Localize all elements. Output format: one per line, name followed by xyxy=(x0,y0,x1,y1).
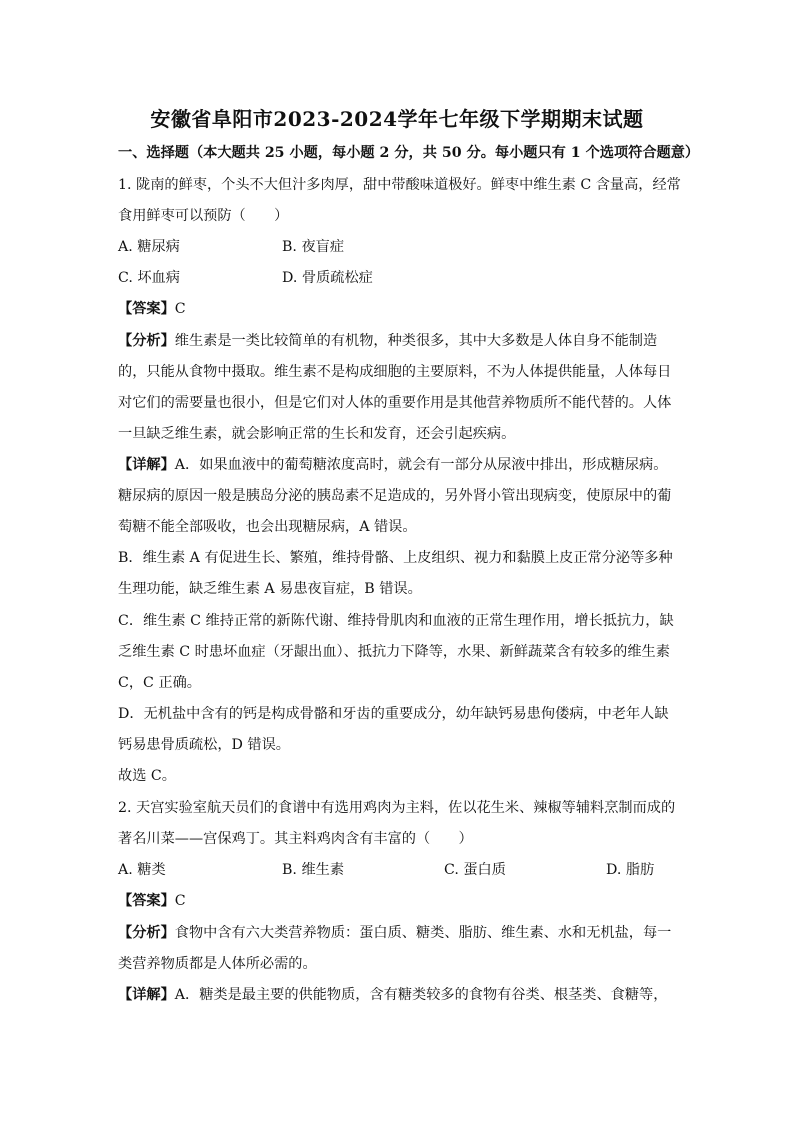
answer-tag: 【答案】 xyxy=(118,301,175,317)
q1-analysis-line-4: 一旦缺乏维生素，就会影响正常的生长和发育，还会引起疾病。 xyxy=(118,426,516,442)
q1-conclusion: 故选 C。 xyxy=(118,768,176,784)
q1-detail-line-8: C，C 正确。 xyxy=(118,675,201,691)
q1-detail-line-3: 萄糖不能全部吸收，也会出现糖尿病，A 错误。 xyxy=(118,519,417,535)
analysis-tag: 【分析】 xyxy=(118,925,175,941)
q1-detail-line-6: C．维生素 C 维持正常的新陈代谢、维持骨肌肉和血液的正常生理作用，增长抵抗力，缺 xyxy=(118,613,674,629)
q1-detail-line-9: D．无机盐中含有的钙是构成骨骼和牙齿的重要成分，幼年缺钙易患佝偻病，中老年人缺 xyxy=(118,706,669,722)
q2-answer xyxy=(118,891,678,911)
q1-detail-line-7: 乏维生素 C 时患坏血症（牙龈出血）、抵抗力下降等，水果、新鲜蔬菜含有较多的维生素 xyxy=(118,644,670,660)
q2-option-a: A. 糖类 xyxy=(118,862,166,878)
q1-option-a: A. 糖尿病 xyxy=(118,239,180,255)
detail-tag: 【详解】 xyxy=(118,457,175,473)
q2-option-c: C. 蛋白质 xyxy=(444,862,506,878)
q2-analysis-line-2: 类营养物质都是人体所必需的。 xyxy=(118,956,317,972)
q2-option-d: D. 脂肪 xyxy=(606,862,655,878)
q1-detail-line-5: 生理功能，缺乏维生素 A 易患夜盲症，B 错误。 xyxy=(118,581,422,597)
q1-detail-line-2: 糖尿病的原因一般是胰岛分泌的胰岛素不足造成的，另外肾小管出现病变，使原尿中的葡 xyxy=(118,488,672,504)
q2-detail-line-1 xyxy=(118,985,678,1005)
q2-stem-line-2: 著名川菜——宫保鸡丁。其主料鸡肉含有丰富的（ ） xyxy=(118,831,473,847)
detail-tag: 【详解】 xyxy=(118,987,175,1003)
q1-detail-line-1 xyxy=(118,455,678,475)
q1-option-c: C. 坏血病 xyxy=(118,270,180,286)
answer-value: C xyxy=(174,301,186,317)
q1-option-d: D. 骨质疏松症 xyxy=(282,270,373,286)
detail-text: A．如果血液中的葡萄糖浓度高时，就会有一部分从尿液中排出，形成糖尿病。 xyxy=(174,457,668,473)
page-title: 安徽省阜阳市2023-2024学年七年级下学期期末试题 xyxy=(150,107,644,131)
q2-stem-line-1: 2. 天宫实验室航天员们的食谱中有选用鸡肉为主料，佐以花生米、辣椒等辅料烹制而成的 xyxy=(118,800,676,816)
q1-answer xyxy=(118,299,678,319)
detail-text: A．糖类是最主要的供能物质，含有糖类较多的食物有谷类、根茎类、食糖等， xyxy=(174,987,668,1003)
analysis-text: 食物中含有六大类营养物质：蛋白质、糖类、脂肪、维生素、水和无机盐，每一 xyxy=(174,925,672,941)
section-heading: 一、选择题（本大题共 25 小题，每小题 2 分，共 50 分。每小题只有 1 个选项符合题意） xyxy=(118,145,700,161)
q1-analysis-line-1 xyxy=(118,331,678,351)
q1-option-b: B. 夜盲症 xyxy=(282,239,345,255)
q1-stem-line-2: 食用鲜枣可以预防（ ） xyxy=(118,208,289,224)
q1-stem-line-1: 1. 陇南的鲜枣，个头不大但汁多肉厚，甜中带酸味道极好。鲜枣中维生素 C 含量高，经常 xyxy=(118,177,681,193)
q1-analysis-line-3: 对它们的需要量也很小，但是它们对人体的重要作用是其他营养物质所不能代替的。人体 xyxy=(118,395,672,411)
q2-option-b: B. 维生素 xyxy=(282,862,345,878)
q1-detail-line-4: B．维生素 A 有促进生长、繁殖，维持骨骼、上皮组织、视力和黏膜上皮正常分泌等多种 xyxy=(118,550,673,566)
answer-tag: 【答案】 xyxy=(118,893,175,909)
analysis-text: 维生素是一类比较简单的有机物，种类很多，其中大多数是人体自身不能制造 xyxy=(174,333,658,349)
answer-value: C xyxy=(174,893,186,909)
q2-analysis-line-1 xyxy=(118,923,678,943)
q1-analysis-line-2: 的，只能从食物中摄取。维生素不是构成细胞的主要原料，不为人体提供能量，人体每日 xyxy=(118,364,672,380)
analysis-tag: 【分析】 xyxy=(118,333,175,349)
q1-detail-line-10: 钙易患骨质疏松，D 错误。 xyxy=(118,737,290,753)
